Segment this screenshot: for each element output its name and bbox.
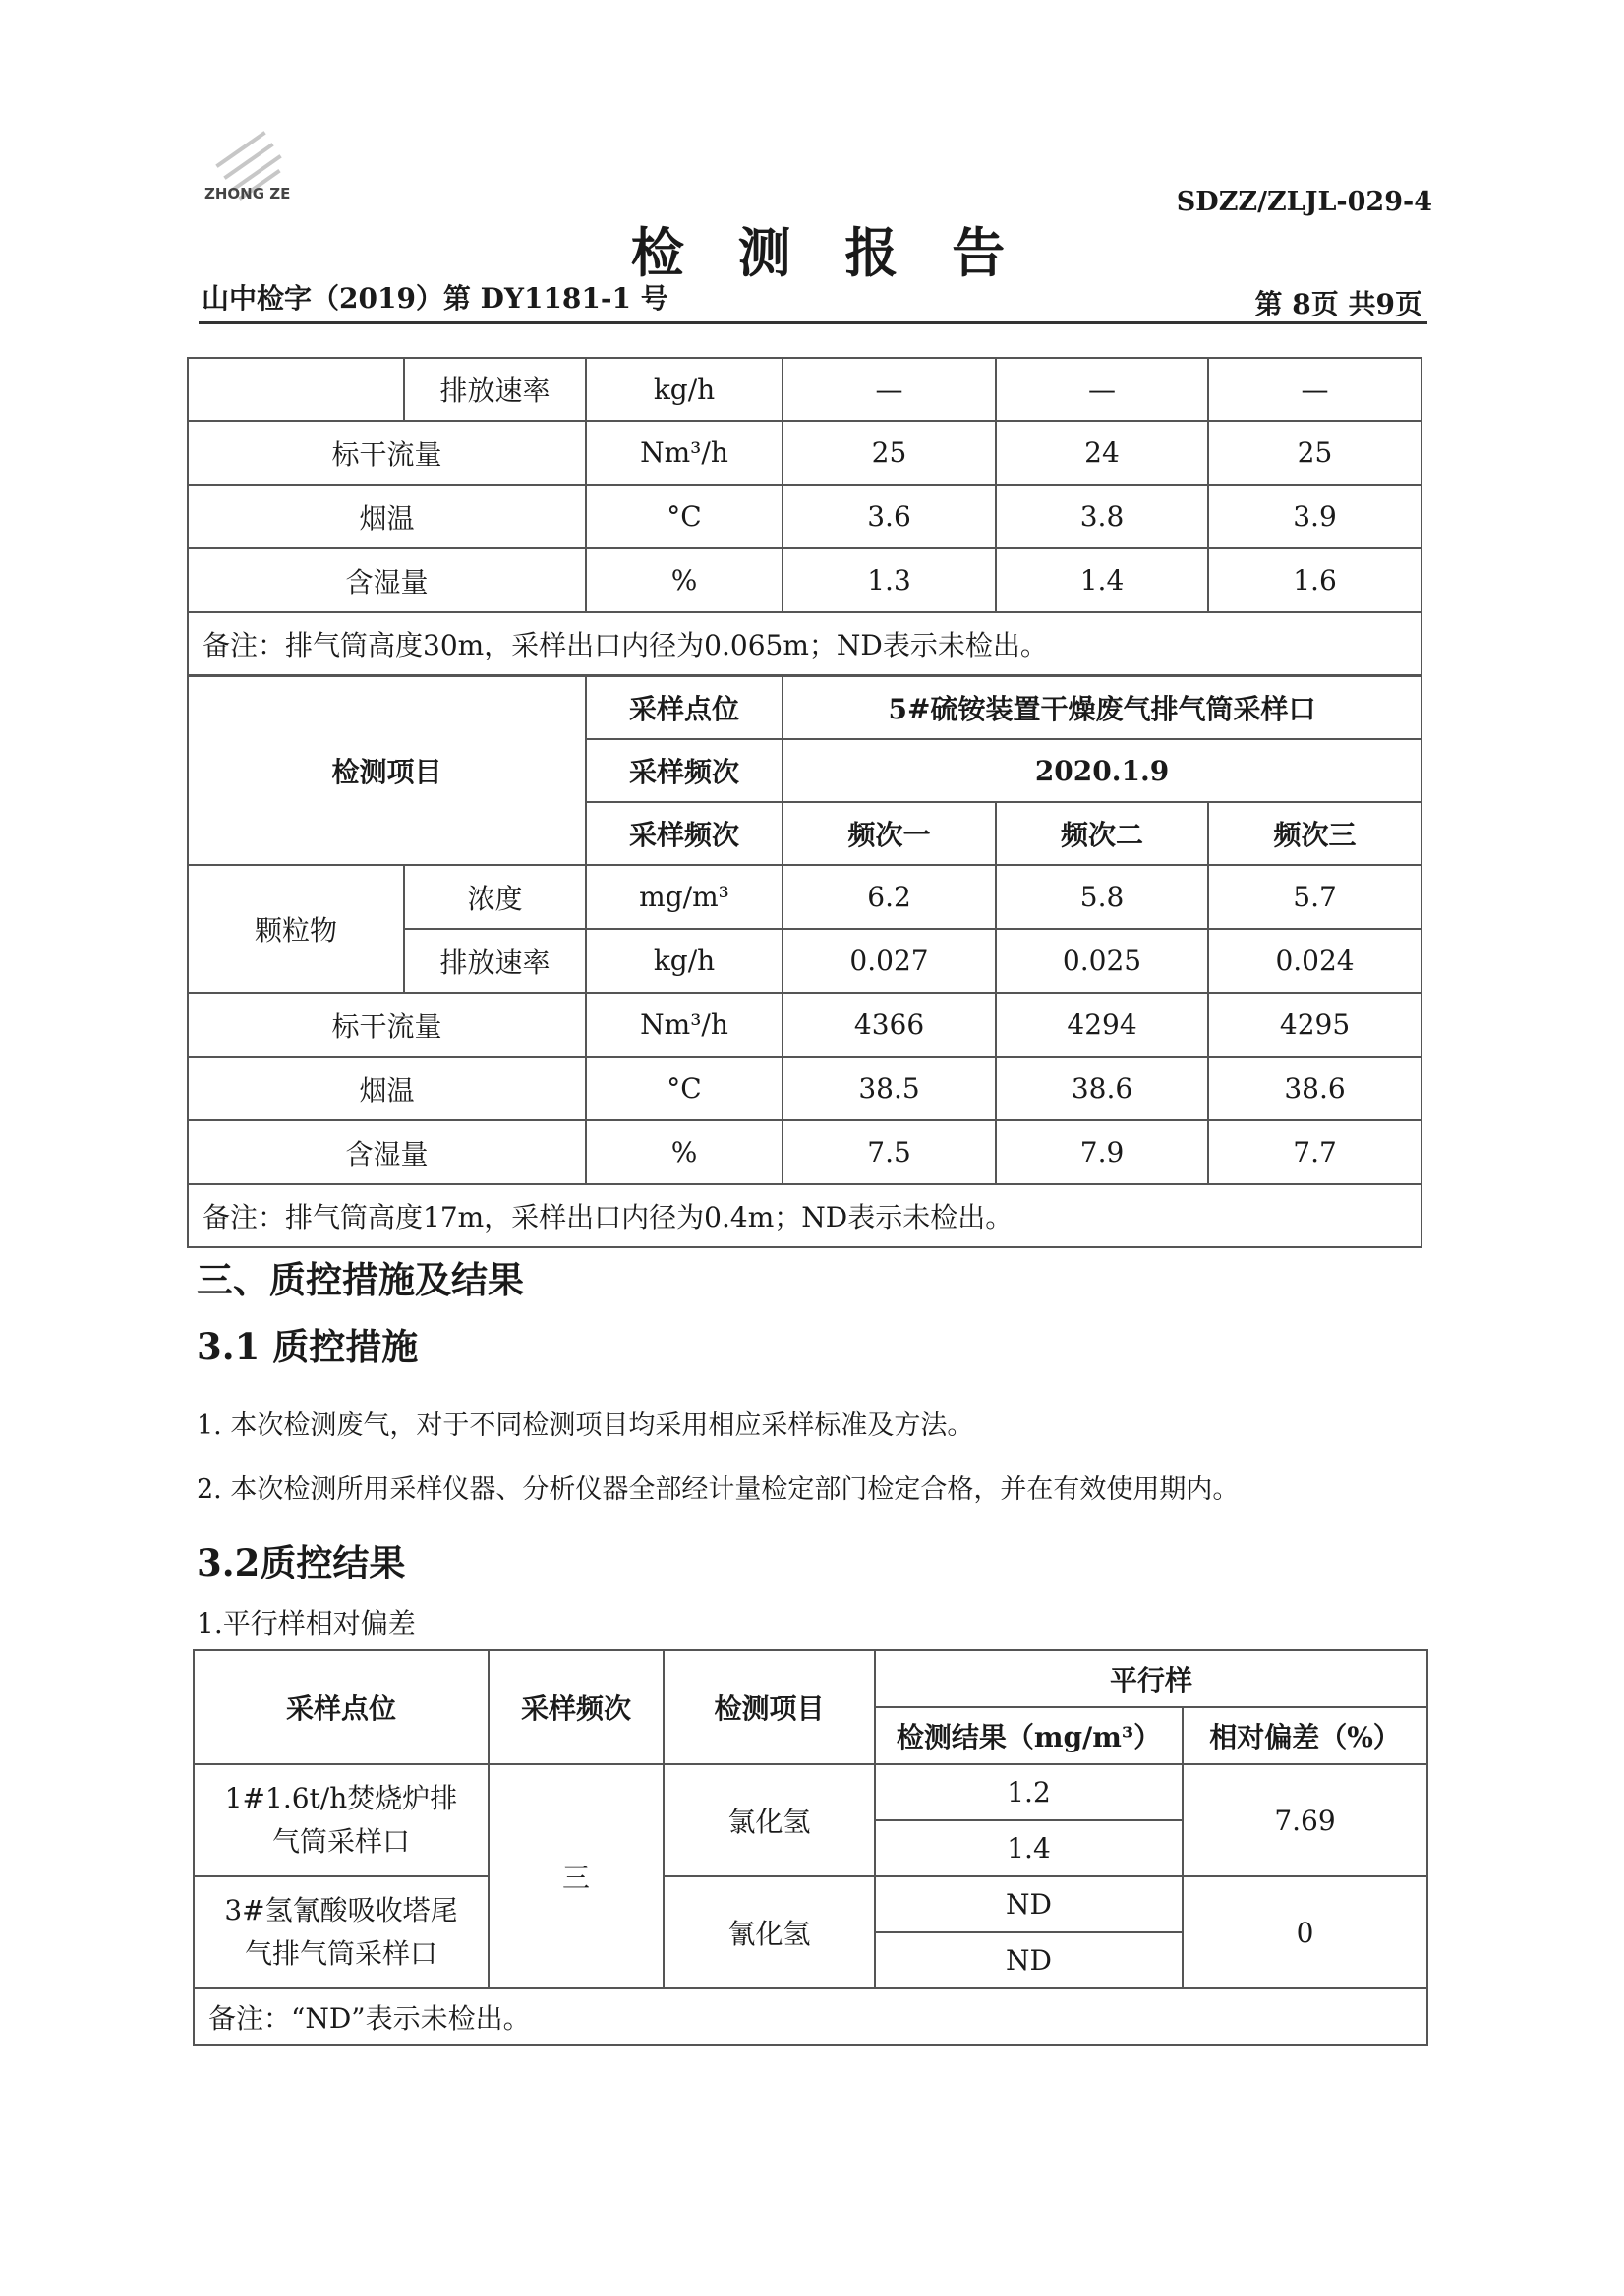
value-cell: 1.4 bbox=[996, 548, 1208, 612]
value-cell: 4295 bbox=[1208, 993, 1421, 1057]
row-label: 烟温 bbox=[188, 1057, 586, 1120]
row-label: 标干流量 bbox=[188, 993, 586, 1057]
row-unit: % bbox=[586, 1120, 783, 1184]
doc-code: SDZZ/ZLJL-029-4 bbox=[1176, 187, 1432, 217]
value-cell: 3.6 bbox=[783, 485, 996, 548]
sampling-point: 3#氢氰酸吸收塔尾气排气筒采样口 bbox=[194, 1876, 489, 1988]
header-deviation: 相对偏差（%） bbox=[1183, 1707, 1427, 1764]
result-cell: ND bbox=[875, 1932, 1183, 1988]
logo-text: ZHONG ZE bbox=[204, 185, 291, 202]
value-cell: 38.6 bbox=[996, 1057, 1208, 1120]
row-unit: % bbox=[586, 548, 783, 612]
point-label: 采样点位 bbox=[586, 676, 783, 739]
date-value: 2020.1.9 bbox=[783, 739, 1421, 802]
date-label: 采样频次 bbox=[586, 739, 783, 802]
table-row bbox=[188, 676, 1421, 739]
value-cell: 7.5 bbox=[783, 1120, 996, 1184]
sampling-freq: 三 bbox=[489, 1764, 664, 1988]
note-row bbox=[188, 612, 1421, 675]
row-unit: °C bbox=[586, 485, 783, 548]
test-item: 氰化氢 bbox=[664, 1876, 875, 1988]
result-cell: 1.4 bbox=[875, 1820, 1183, 1876]
value-cell: 7.7 bbox=[1208, 1120, 1421, 1184]
page-info: 第 8页 共9页 bbox=[1254, 288, 1422, 320]
freq-header: 频次三 bbox=[1208, 802, 1421, 865]
test-item: 氯化氢 bbox=[664, 1764, 875, 1876]
row-label: 浓度 bbox=[404, 865, 586, 929]
qc-measure-1: 1. 本次检测废气，对于不同检测项目均采用相应采样标准及方法。 bbox=[197, 1410, 974, 1441]
row-label: 含湿量 bbox=[188, 548, 586, 612]
value-cell: — bbox=[1208, 358, 1421, 421]
table-note: 备注：排气筒高度30m，采样出口内径为0.065m；ND表示未检出。 bbox=[188, 612, 1421, 675]
freq-header: 频次一 bbox=[783, 802, 996, 865]
row-unit: mg/m³ bbox=[586, 865, 783, 929]
header-rule bbox=[199, 321, 1427, 324]
table-row bbox=[188, 1057, 1421, 1120]
value-cell: 0.025 bbox=[996, 929, 1208, 993]
value-cell: 38.5 bbox=[783, 1057, 996, 1120]
note-row bbox=[188, 1184, 1421, 1247]
header-result: 检测结果（mg/m³） bbox=[875, 1707, 1183, 1764]
deviation-cell: 7.69 bbox=[1183, 1764, 1427, 1876]
value-cell: 38.6 bbox=[1208, 1057, 1421, 1120]
table-row bbox=[188, 993, 1421, 1057]
point-value: 5#硫铵装置干燥废气排气筒采样口 bbox=[783, 676, 1421, 739]
value-cell: 5.8 bbox=[996, 865, 1208, 929]
value-cell: 1.6 bbox=[1208, 548, 1421, 612]
header-freq: 采样频次 bbox=[489, 1650, 664, 1764]
note-row bbox=[194, 1988, 1427, 2045]
value-cell: 3.9 bbox=[1208, 485, 1421, 548]
value-cell: 0.027 bbox=[783, 929, 996, 993]
value-cell: 4366 bbox=[783, 993, 996, 1057]
qc-measure-2: 2. 本次检测所用采样仪器、分析仪器全部经计量检定部门检定合格，并在有效使用期内。 bbox=[197, 1474, 1240, 1505]
table-caption: 1.平行样相对偏差 bbox=[197, 1607, 416, 1639]
deviation-cell: 0 bbox=[1183, 1876, 1427, 1988]
header-parallel: 平行样 bbox=[875, 1650, 1427, 1707]
report-number: 山中检字（2019）第 DY1181-1 号 bbox=[202, 282, 668, 315]
value-cell: 25 bbox=[783, 421, 996, 485]
value-cell: 25 bbox=[1208, 421, 1421, 485]
result-cell: ND bbox=[875, 1876, 1183, 1932]
header-point: 采样点位 bbox=[194, 1650, 489, 1764]
row-unit: Nm³/h bbox=[586, 993, 783, 1057]
parallel-sample-table bbox=[193, 1649, 1428, 2046]
table-row bbox=[194, 1764, 1427, 1820]
value-cell: 4294 bbox=[996, 993, 1208, 1057]
value-cell: 5.7 bbox=[1208, 865, 1421, 929]
value-cell: 6.2 bbox=[783, 865, 996, 929]
value-cell: 24 bbox=[996, 421, 1208, 485]
value-cell: 1.3 bbox=[783, 548, 996, 612]
value-cell: — bbox=[783, 358, 996, 421]
value-cell: 0.024 bbox=[1208, 929, 1421, 993]
emission-table-continued bbox=[187, 357, 1422, 676]
row-unit: kg/h bbox=[586, 929, 783, 993]
result-cell: 1.2 bbox=[875, 1764, 1183, 1820]
table-note: 备注：“ND”表示未检出。 bbox=[194, 1988, 1427, 2045]
row-unit: °C bbox=[586, 1057, 783, 1120]
subsection-heading: 3.2质控结果 bbox=[197, 1541, 406, 1584]
table-row bbox=[194, 1650, 1427, 1707]
header-item: 检测项目 bbox=[664, 1650, 875, 1764]
item-header: 检测项目 bbox=[188, 676, 586, 865]
freq-label: 采样频次 bbox=[586, 802, 783, 865]
subsection-heading: 3.1 质控措施 bbox=[197, 1325, 419, 1368]
row-label: 标干流量 bbox=[188, 421, 586, 485]
row-label: 排放速率 bbox=[404, 929, 586, 993]
table-row bbox=[194, 1876, 1427, 1932]
row-unit: Nm³/h bbox=[586, 421, 783, 485]
row-label: 排放速率 bbox=[404, 358, 586, 421]
empty-cell bbox=[188, 358, 404, 421]
table-row bbox=[188, 1120, 1421, 1184]
table-note: 备注：排气筒高度17m，采样出口内径为0.4m；ND表示未检出。 bbox=[188, 1184, 1421, 1247]
sampling-point: 1#1.6t/h焚烧炉排气筒采样口 bbox=[194, 1764, 489, 1876]
table-row bbox=[188, 485, 1421, 548]
emission-table-5 bbox=[187, 675, 1422, 1248]
particulate-label: 颗粒物 bbox=[188, 865, 404, 993]
row-unit: kg/h bbox=[586, 358, 783, 421]
table-row bbox=[188, 421, 1421, 485]
freq-header: 频次二 bbox=[996, 802, 1208, 865]
report-title: 检 测 报 告 bbox=[630, 221, 1023, 284]
row-label: 烟温 bbox=[188, 485, 586, 548]
value-cell: — bbox=[996, 358, 1208, 421]
row-label: 含湿量 bbox=[188, 1120, 586, 1184]
section-heading: 三、质控措施及结果 bbox=[197, 1258, 524, 1301]
value-cell: 7.9 bbox=[996, 1120, 1208, 1184]
table-row bbox=[188, 548, 1421, 612]
table-row bbox=[188, 358, 1421, 421]
table-row bbox=[188, 865, 1421, 929]
value-cell: 3.8 bbox=[996, 485, 1208, 548]
